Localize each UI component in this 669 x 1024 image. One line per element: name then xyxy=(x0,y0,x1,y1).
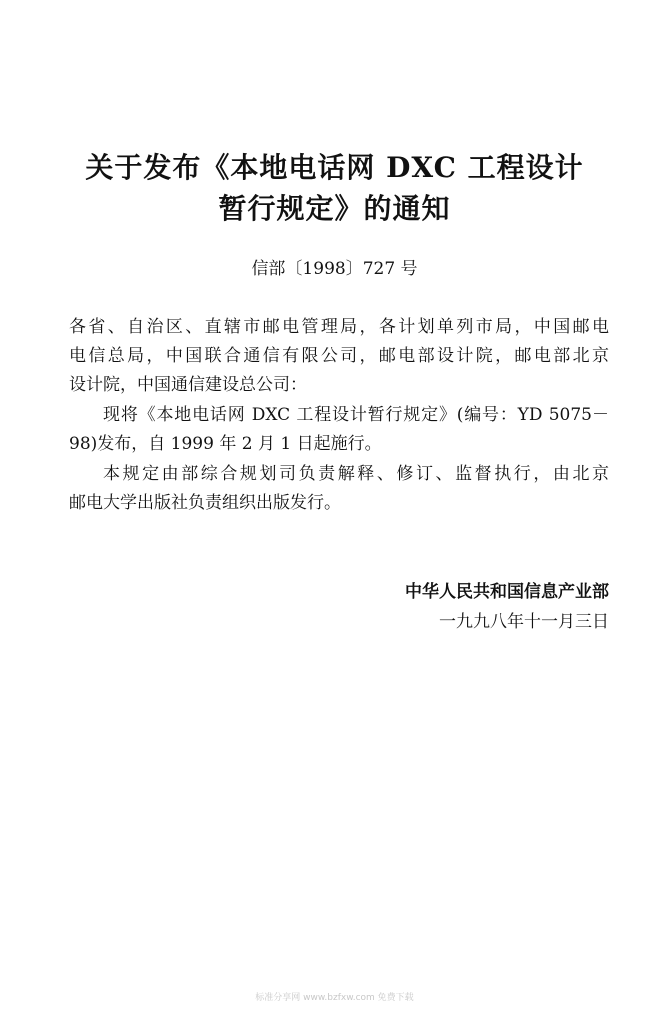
watermark-footer: 标准分享网 www.bzfxw.com 免费下载 xyxy=(255,993,414,1003)
issuer-signature: 中华人民共和国信息产业部 xyxy=(405,582,609,602)
body-paragraph-1-line-2: 98)发布，自 1999 年 2 月 1 日起施行。 xyxy=(69,434,382,454)
body-paragraph-2-line-1: 本规定由部综合规划司负责解释、修订、监督执行，由北京 xyxy=(103,464,609,484)
addressee-line-1: 各省、自治区、直辖市邮电管理局，各计划单列市局，中国邮电 xyxy=(69,317,609,337)
document-title-line-2: 暂行规定》的通知 xyxy=(218,192,451,225)
addressee-line-3: 设计院，中国通信建设总公司： xyxy=(69,375,307,395)
issue-date: 一九九八年十一月三日 xyxy=(439,612,609,632)
document-number: 信部〔1998〕727 号 xyxy=(251,259,418,279)
document-title-line-1: 关于发布《本地电话网 DXC 工程设计 xyxy=(85,151,584,184)
body-paragraph-2-line-2: 邮电大学出版社负责组织出版发行。 xyxy=(69,493,341,513)
addressee-line-2: 电信总局，中国联合通信有限公司，邮电部设计院，邮电部北京 xyxy=(69,346,609,366)
body-paragraph-1-line-1: 现将《本地电话网 DXC 工程设计暂行规定》(编号：YD 5075－ xyxy=(103,405,609,425)
